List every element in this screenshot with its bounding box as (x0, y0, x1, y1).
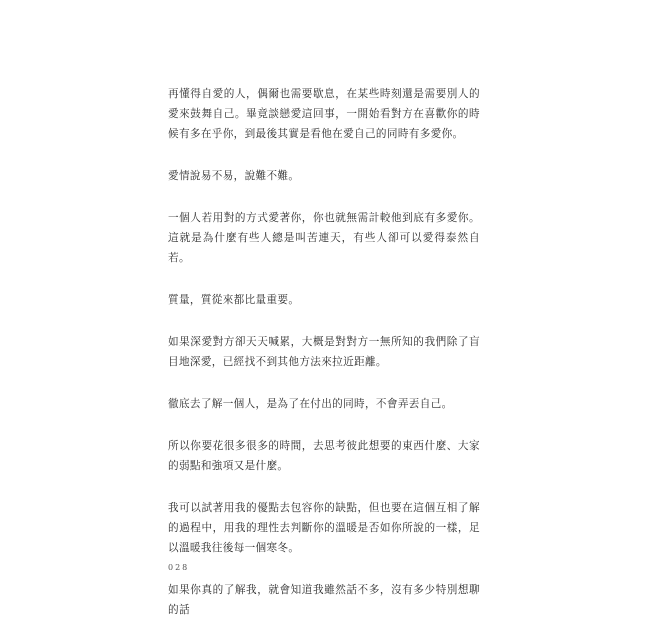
page-number: 028 (168, 563, 190, 572)
body-text (168, 84, 480, 642)
paragraph-1: 再懂得自愛的人，偶爾也需要歇息，在某些時刻還是需要別人的愛來鼓舞自己。畢竟談戀愛這回事，一開始看對方在喜歡你的時候有多在乎你，到最後其實是看他在愛自己的同時有多愛你。 (168, 88, 480, 140)
paragraph-3: 一個人若用對的方式愛著你，你也就無需計較他到底有多愛你。這就是為什麼有些人總是叫苦連天，有些人卻可以愛得泰然自若。 (168, 212, 480, 264)
paragraph-9: 如果你真的了解我，就會知道我雖然話不多，沒有多少特別想聊的話 (168, 584, 480, 616)
paragraph-5: 如果深愛對方卻天天喊累，大概是對對方一無所知的我們除了盲目地深愛，已經找不到其他方法來拉近距離。 (168, 336, 480, 368)
paragraph-7: 所以你要花很多很多的時間，去思考彼此想要的東西什麼、大家的弱點和強項又是什麼。 (168, 440, 480, 472)
paragraph-4: 質量，質從來都比量重要。 (168, 294, 300, 306)
paragraph-8: 我可以試著用我的優點去包容你的缺點，但也要在這個互相了解的過程中，用我的理性去判斷你的溫暖是否如你所說的一樣，足以溫暖我往後每一個寒冬。 (168, 502, 480, 554)
paragraph-6: 徹底去了解一個人，是為了在付出的同時，不會弄丟自己。 (168, 398, 453, 410)
paragraph-2: 愛情說易不易，說難不難。 (168, 170, 300, 182)
